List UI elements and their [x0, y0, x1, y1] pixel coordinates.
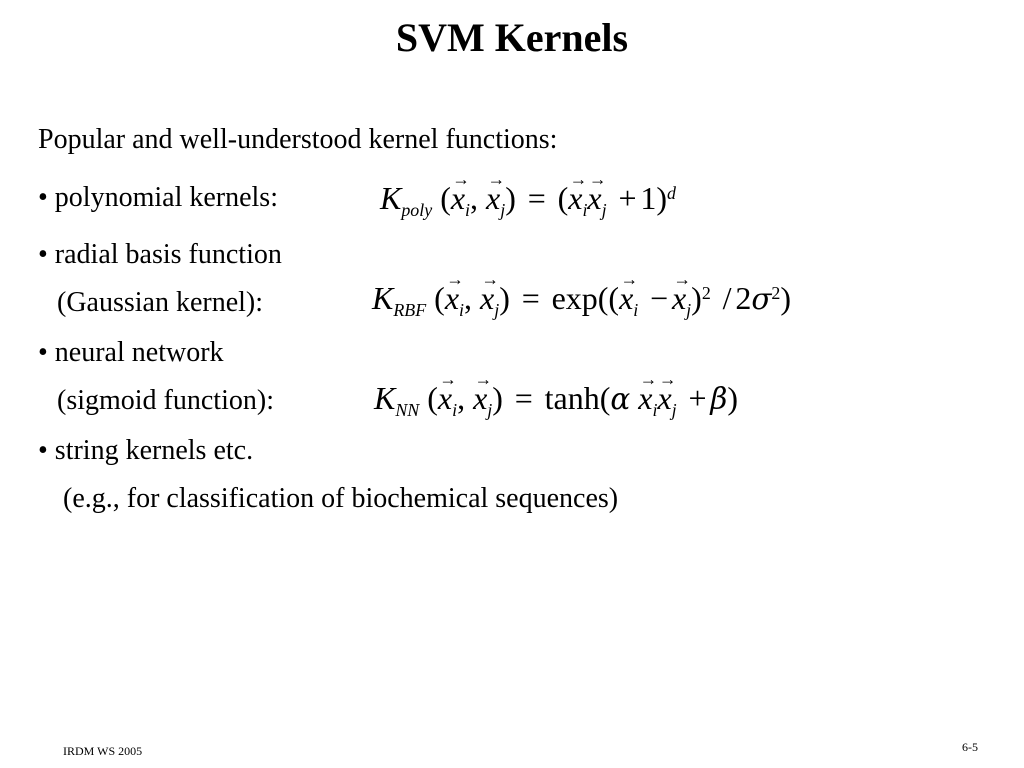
formula-poly: $K_{poly}$ (→ $x_i$, → $x_j$) = (→ $x_i\to x_j + 1)^d$	[380, 182, 676, 214]
index-i: i	[582, 199, 588, 220]
kernel-subscript: NN	[395, 399, 420, 420]
vector-x: → x	[619, 282, 633, 314]
kernel-subscript: poly	[401, 199, 433, 220]
vector-x: → x	[451, 182, 465, 214]
close-paren: )	[656, 180, 667, 216]
footer-course: IRDM WS 2005	[63, 744, 143, 758]
index-j: j	[494, 299, 500, 320]
index-i: i	[452, 399, 458, 420]
vector-x: → x	[445, 282, 459, 314]
index-j: j	[601, 199, 607, 220]
slide-title: SVM Kernels	[395, 15, 629, 60]
kernel-symbol: K	[372, 280, 394, 316]
constant-two: 2	[735, 280, 752, 316]
formula-rbf: $K_{RBF}$ (→ $x_i$, → $x_j) = \exp((\to x_i -\to x_j)^2 / 2\sigma^2)$	[372, 282, 791, 314]
kernel-symbol: K	[374, 380, 396, 416]
function-tanh: tanh	[544, 380, 600, 416]
index-i: i	[633, 299, 639, 320]
exponent-d: d	[666, 183, 676, 204]
index-i: i	[465, 199, 471, 220]
sublabel-nn: (sigmoid function):	[57, 385, 274, 416]
bullet-polynomial: • polynomial kernels:	[38, 182, 278, 213]
index-i: i	[459, 299, 465, 320]
sublabel-rbf: (Gaussian kernel):	[57, 287, 264, 318]
index-j: j	[686, 299, 692, 320]
bullet-rbf: • radial basis function	[38, 239, 282, 270]
alpha-symbol: α	[610, 382, 631, 416]
bullet-string-kernels: • string kernels etc.	[38, 435, 254, 466]
index-j: j	[500, 199, 506, 220]
vector-x: → x	[568, 182, 582, 214]
open-paren: (	[557, 180, 569, 216]
exponent-square: 2	[771, 283, 781, 304]
intro-text: Popular and well-understood kernel functions:	[38, 124, 558, 155]
index-j: j	[487, 399, 493, 420]
formula-nn: $K_{NN}$ (→ $x_i$, → $x_j) = \tanh(\alpha \to x_i\to x_j + \beta)$	[374, 382, 738, 414]
beta-symbol: β	[710, 382, 728, 416]
constant-one: 1	[640, 180, 657, 216]
vector-x: → x	[480, 282, 494, 314]
index-j: j	[671, 399, 677, 420]
bullet-neural-network: • neural network	[38, 337, 224, 368]
index-i: i	[652, 399, 658, 420]
vector-x: → x	[438, 382, 452, 414]
sigma-symbol: σ	[751, 282, 772, 316]
sublabel-string: (e.g., for classification of biochemical sequences)	[63, 483, 619, 514]
vector-x: → x	[486, 182, 500, 214]
vector-x: → x	[638, 382, 652, 414]
vector-x: → x	[657, 382, 671, 414]
footer-page-number: 6-5	[962, 740, 978, 754]
function-exp: exp	[551, 280, 598, 316]
kernel-subscript: RBF	[393, 299, 427, 320]
vector-x: → x	[473, 382, 487, 414]
vector-x: → x	[672, 282, 686, 314]
vector-x: → x	[587, 182, 601, 214]
exponent-square: 2	[701, 283, 711, 304]
kernel-symbol: K	[380, 180, 402, 216]
